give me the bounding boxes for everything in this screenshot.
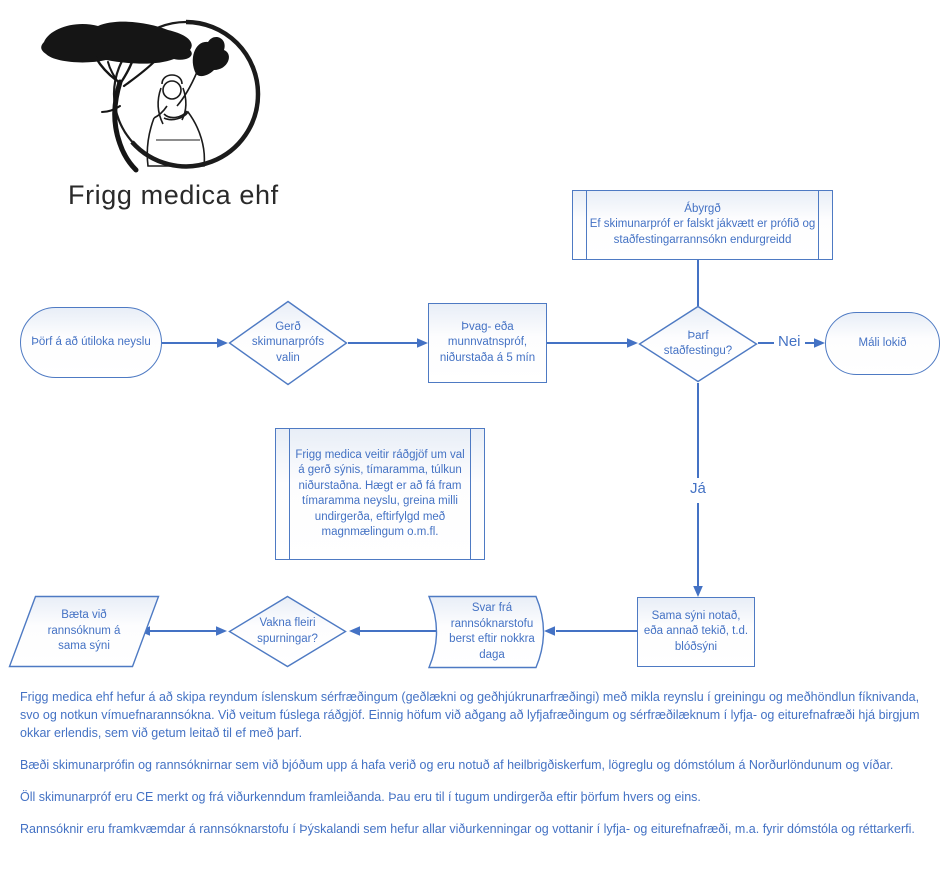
flow-node-choose-test	[228, 300, 348, 386]
flow-node-confirm	[638, 305, 758, 383]
flow-node-label: Gerð skimunarprófs valin	[251, 320, 325, 364]
arrowhead	[349, 626, 360, 636]
arrowhead	[693, 586, 703, 597]
flow-node-label: Sama sýni notað, eða annað tekið, t.d. blóðsýni	[643, 609, 749, 653]
warranty-body: Ef skimunarpróf er falskt jákvætt er prófið og staðfestingarrannsókn endurgreidd	[589, 218, 816, 246]
flow-node-add-tests	[8, 595, 160, 668]
warranty-title: Ábyrgð	[684, 202, 721, 215]
flow-node-label: Þarf staðfestingu?	[663, 329, 733, 357]
paragraph-ce-mark: Öll skimunarpróf eru CE merkt og frá viðurkenndum framleiðanda. Þau eru til í tugum undirgerða eftir þörfum hvers og eins.	[20, 790, 701, 804]
arrowhead	[627, 338, 638, 348]
flow-node-label: Frigg medica veitir ráðgjöf um val á gerð sýnis, tímaramma, túlkun niðurstaðna. Hægt er að fá fram tímaramma neyslu, greina milli undirgerða, eftirfylgd með magnmælingum o.m.fl.	[295, 448, 465, 538]
arrowhead	[814, 338, 825, 348]
flow-node-quick-test	[428, 303, 547, 383]
flow-node-need	[20, 307, 162, 378]
paragraph-experts: Frigg medica ehf hefur á að skipa reyndum íslenskum sérfræðingum (geðlækni og geðhjúkrunarfræðingi) með mikla reynslu í greiningu og meðhöndlun fíknivanda, svo og notkun vímuefnarannsókna. Við veitum fúslega ráðgjöf. Einnig höfum við aðgang að lyfjafræðingum og sérfræðilæknum í lyfja- og eiturefnafræði hjá birgjum okkar erlendis, sem við getum leitað til ef með þarf.	[20, 690, 920, 740]
flow-node-advice	[275, 428, 485, 560]
arrowhead	[417, 338, 428, 348]
flow-node-label: Bæta við rannsóknum á sama sýni	[47, 609, 121, 653]
flow-node-more-questions	[228, 595, 347, 668]
paragraph-usage: Bæði skimunarprófin og rannsóknirnar sem við bjóðum upp á hafa verið og eru notuð af heilbrigðiskerfum, lögreglu og dómstólum á Norðurlöndunum og víðar.	[20, 758, 894, 772]
flow-node-label: Þörf á að útiloka neyslu	[31, 335, 151, 348]
flow-node-lab-answer	[426, 595, 552, 669]
flow-node-warranty	[572, 190, 833, 260]
edge-label-yes: Já	[690, 480, 706, 497]
paragraph-lab: Rannsóknir eru framkvæmdar á rannsóknarstofu í Þýskalandi sem hefur allar viðurkenningar og vottanir í lyfja- og eiturefnafræði, m.a. fyrir dómstóla og réttarkerfi.	[20, 822, 915, 836]
flow-node-label: Vakna fleiri spurningar?	[257, 617, 318, 645]
description-text	[20, 688, 926, 852]
edge-label-no: Nei	[778, 333, 801, 350]
arrowhead	[216, 626, 227, 636]
flow-node-label: Svar frá rannsóknarstofu berst eftir nokkra daga	[449, 602, 535, 661]
flow-node-label	[572, 200, 833, 251]
arrowhead	[217, 338, 228, 348]
flow-node-label: Þvag- eða munnvatnspróf, niðurstaða á 5 mín	[439, 320, 536, 364]
flow-node-closed	[825, 312, 940, 375]
company-name: Frigg medica ehf	[68, 180, 279, 210]
flow-node-same-sample	[637, 597, 755, 667]
flow-node-label: Máli lokið	[858, 336, 907, 349]
